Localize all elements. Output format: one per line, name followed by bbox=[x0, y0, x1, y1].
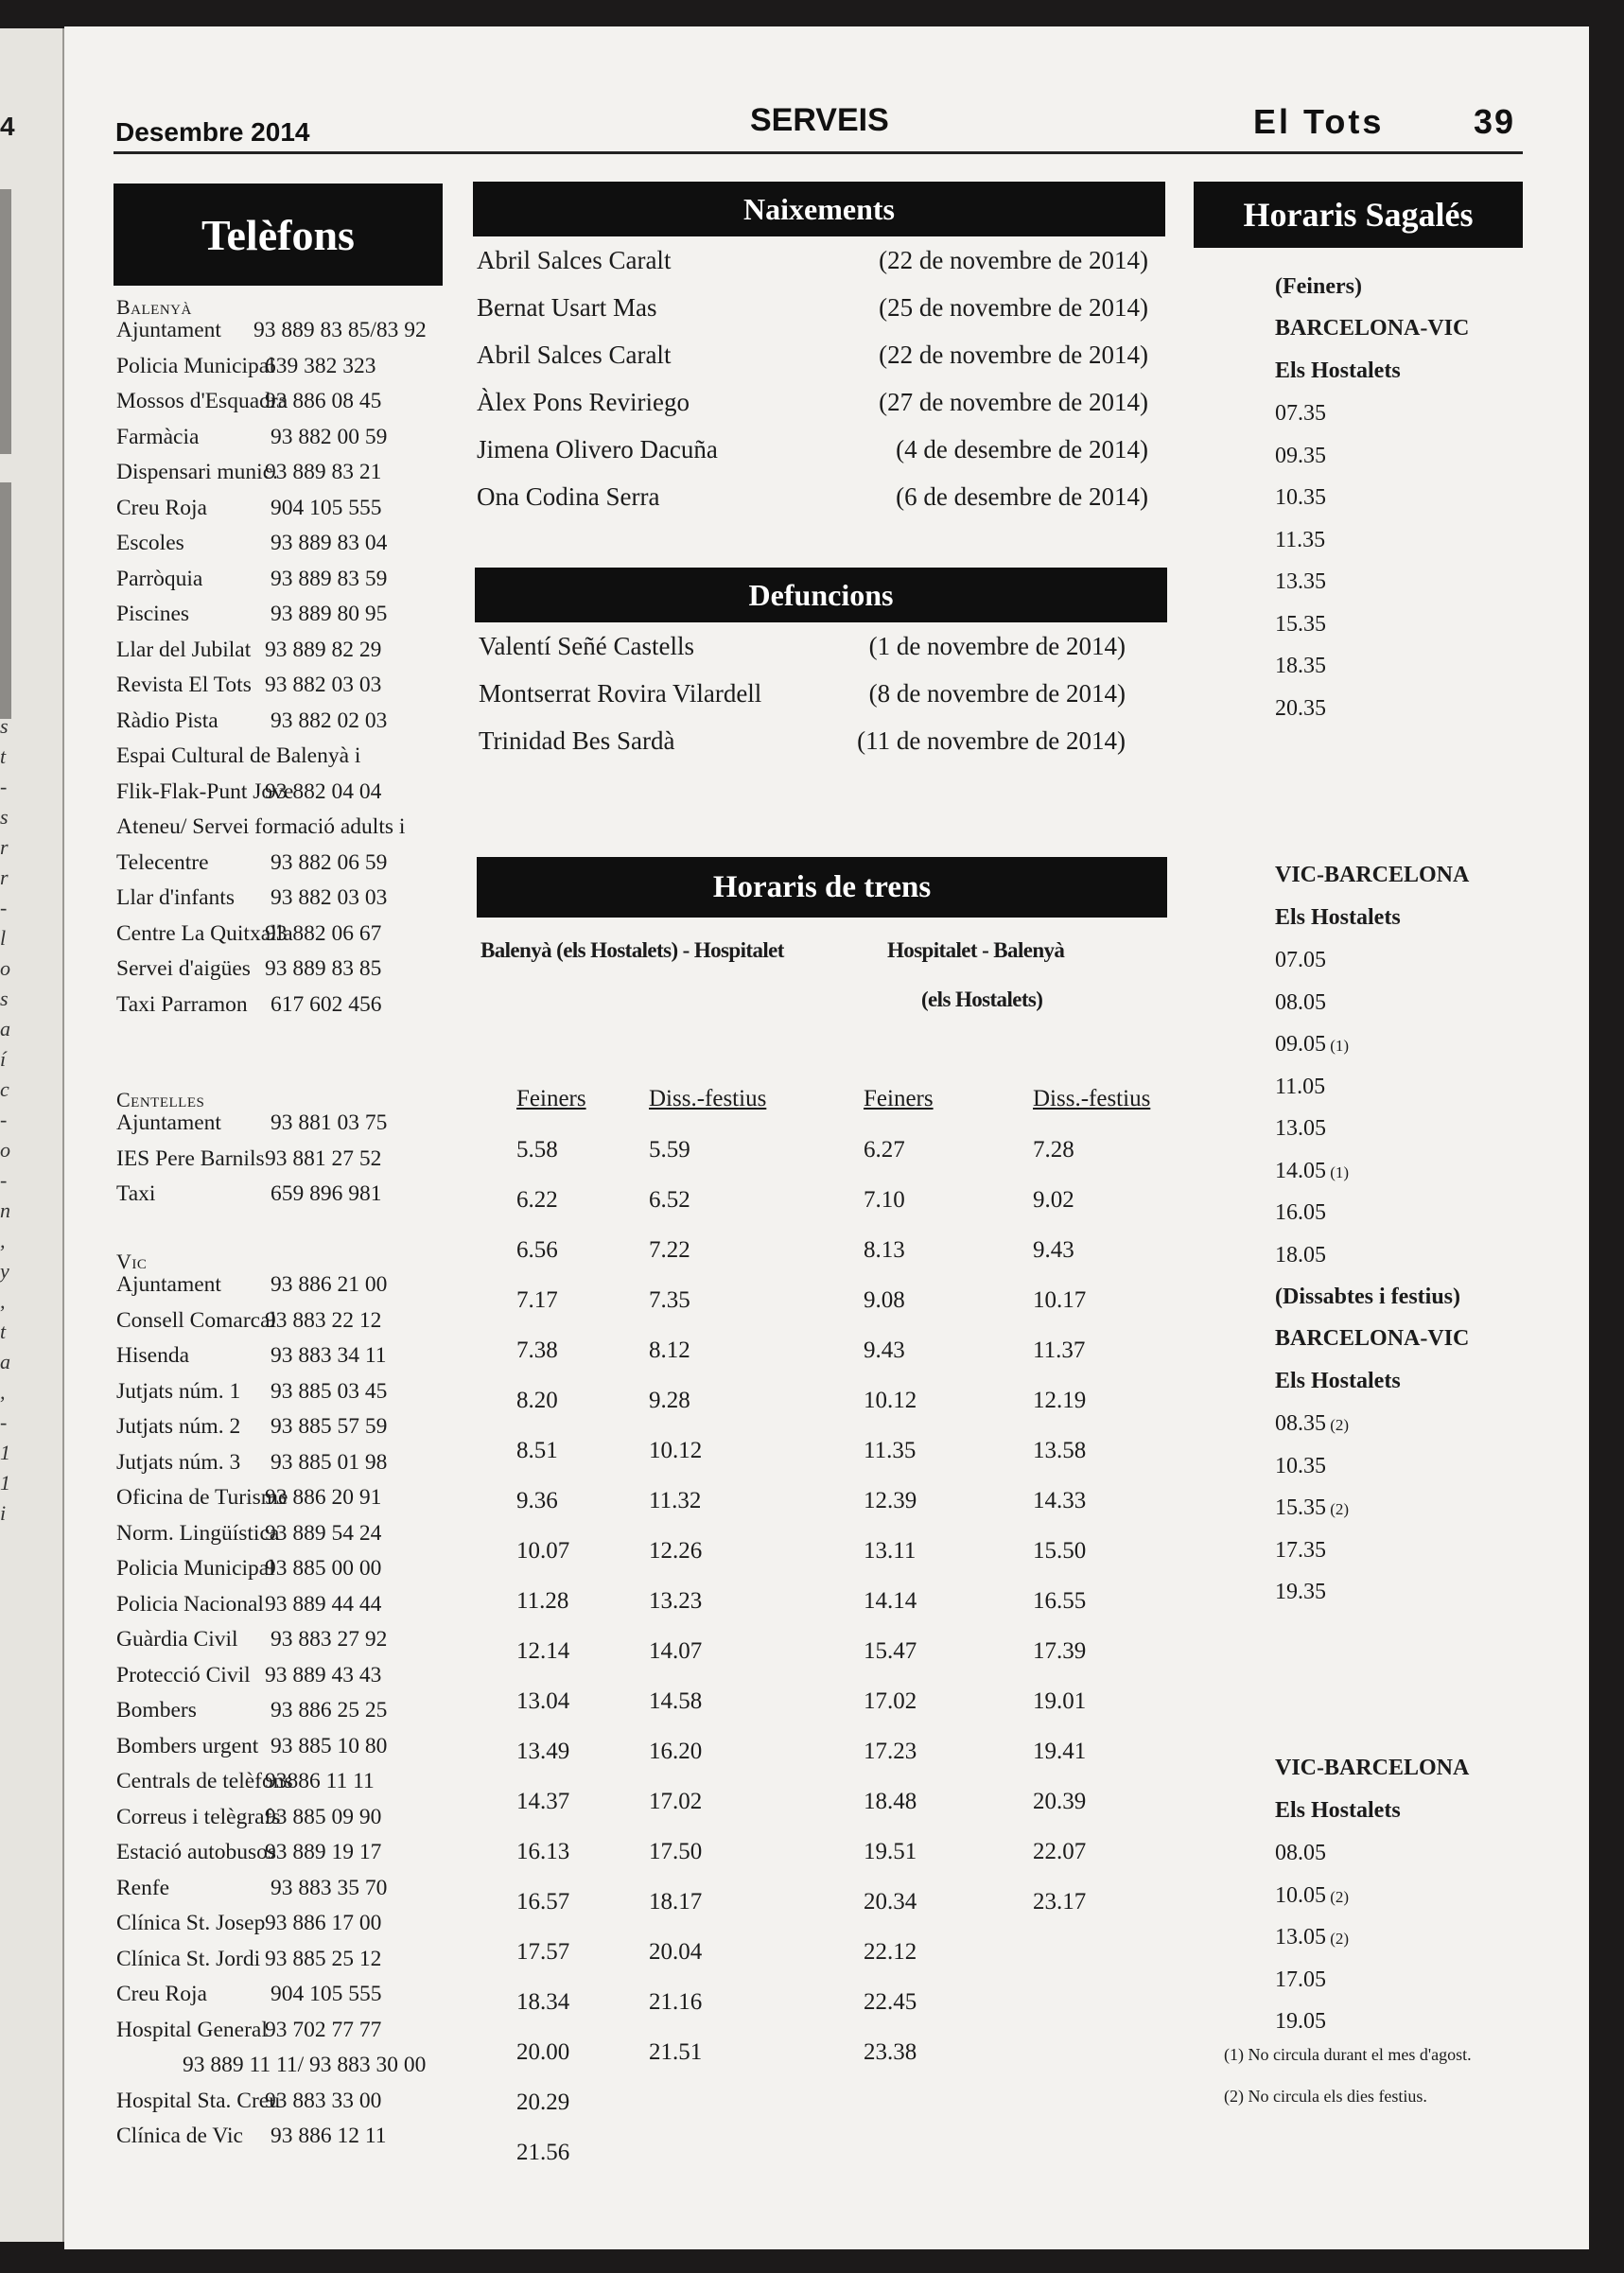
phone-number: 93 889 83 85/83 92 bbox=[253, 318, 427, 342]
phone-number: 617 602 456 bbox=[271, 991, 382, 1017]
sagales-route: VIC-BARCELONA bbox=[1275, 863, 1470, 887]
sagales-time: 08.05 bbox=[1275, 989, 1326, 1015]
route-hospitalet-balenya-sub: (els Hostalets) bbox=[921, 988, 1043, 1011]
departure-time: 17.57 bbox=[516, 1939, 570, 1965]
phone-label: Consell Comarcal bbox=[116, 1307, 277, 1333]
phone-label: Clínica de Vic bbox=[116, 2124, 243, 2148]
phone-number: 93 886 12 11 bbox=[271, 2124, 387, 2148]
phone-number: 93 881 03 75 bbox=[271, 1110, 388, 1135]
phone-label: Centrals de telèfons bbox=[116, 1769, 293, 1793]
magazine-name: El Tots bbox=[1253, 102, 1385, 141]
phone-label: Taxi Parramon bbox=[116, 991, 248, 1017]
previous-page-photo bbox=[0, 482, 11, 719]
sagales-time: 19.05 bbox=[1275, 2009, 1326, 2034]
departure-time: 18.17 bbox=[649, 1889, 703, 1915]
phone-label: Taxi bbox=[116, 1181, 156, 1206]
phone-number: 93 886 25 25 bbox=[271, 1698, 388, 1722]
phone-label: Llar del Jubilat bbox=[116, 637, 252, 662]
timetable-column-header: Feiners bbox=[864, 1086, 934, 1111]
sagales-stop: Els Hostalets bbox=[1275, 1369, 1401, 1393]
previous-page-letter: t bbox=[0, 1320, 7, 1343]
person-name: Bernat Usart Mas bbox=[477, 293, 657, 322]
event-date: (11 de novembre de 2014) bbox=[857, 726, 1126, 755]
defuncions-title: Defuncions bbox=[475, 568, 1167, 622]
phone-number: 93 882 06 67 bbox=[265, 920, 382, 946]
previous-page-letter: y bbox=[0, 1259, 9, 1283]
departure-time: 14.14 bbox=[864, 1588, 917, 1614]
departure-time: 7.35 bbox=[649, 1287, 690, 1313]
departure-time: 7.38 bbox=[516, 1338, 558, 1363]
sagales-time: 19.35 bbox=[1275, 1580, 1326, 1604]
person-name: Ona Codina Serra bbox=[477, 482, 660, 511]
phone-number: 93 885 00 00 bbox=[265, 1556, 382, 1581]
departure-time: 12.26 bbox=[649, 1538, 703, 1564]
issue-date: Desembre 2014 bbox=[115, 117, 310, 147]
previous-page-letter: í bbox=[0, 1047, 7, 1071]
departure-time: 17.02 bbox=[864, 1688, 917, 1714]
section-title: SERVEIS bbox=[750, 102, 889, 138]
phone-number: 93 885 01 98 bbox=[271, 1449, 388, 1475]
phone-label: Jutjats núm. 2 bbox=[116, 1414, 241, 1439]
previous-page-edge bbox=[0, 28, 64, 2242]
departure-time: 8.13 bbox=[864, 1237, 905, 1263]
naixements-title: Naixements bbox=[473, 182, 1165, 236]
sagales-time: 08.35 (2) bbox=[1275, 1411, 1350, 1436]
previous-page-letter: 1 bbox=[0, 1471, 10, 1495]
sagales-title: Horaris Sagalés bbox=[1194, 182, 1523, 248]
phone-number: 904 105 555 bbox=[271, 495, 382, 520]
phone-label: Espai Cultural de Balenyà i bbox=[116, 743, 361, 768]
sagales-route: BARCELONA-VIC bbox=[1275, 316, 1470, 341]
sagales-time: 07.05 bbox=[1275, 948, 1326, 972]
previous-page-letter: a bbox=[0, 1017, 10, 1040]
previous-page-letter: c bbox=[0, 1077, 9, 1101]
departure-time: 7.28 bbox=[1033, 1137, 1074, 1163]
departure-time: 11.32 bbox=[649, 1488, 702, 1513]
phone-number: 93 881 27 52 bbox=[265, 1145, 382, 1171]
previous-page-letter: s bbox=[0, 714, 9, 738]
phone-number: 904 105 555 bbox=[271, 1982, 382, 2006]
departure-time: 9.36 bbox=[516, 1488, 558, 1513]
phone-label: Estació autobusos bbox=[116, 1840, 277, 1864]
previous-page-letter: - bbox=[0, 775, 8, 798]
telefons-title: Telèfons bbox=[114, 184, 443, 286]
phone-group-heading: Centelles bbox=[116, 1088, 205, 1111]
sagales-time: 20.35 bbox=[1275, 695, 1326, 721]
event-date: (27 de novembre de 2014) bbox=[879, 388, 1148, 416]
phone-label: Ateneu/ Servei formació adults i bbox=[116, 814, 406, 839]
previous-page-letter: , bbox=[0, 1380, 6, 1404]
departure-time: 13.23 bbox=[649, 1588, 703, 1614]
previous-page-letter: t bbox=[0, 744, 7, 768]
departure-time: 9.08 bbox=[864, 1287, 905, 1313]
departure-time: 12.19 bbox=[1033, 1388, 1087, 1413]
phone-label: Bombers bbox=[116, 1698, 197, 1722]
sagales-note-marker: (1) bbox=[1326, 1037, 1350, 1055]
person-name: Jimena Olivero Dacuña bbox=[477, 435, 718, 463]
previous-page-letter: l bbox=[0, 926, 7, 950]
phone-number: 93 889 11 11/ 93 883 30 00 bbox=[183, 2053, 427, 2077]
departure-time: 6.56 bbox=[516, 1237, 558, 1263]
previous-page-letter: a bbox=[0, 1350, 10, 1373]
previous-page-letter: o bbox=[0, 956, 10, 980]
phone-group-heading: Vic bbox=[116, 1250, 148, 1273]
phone-label: Policia Municipal bbox=[116, 1556, 275, 1581]
phone-number: 93 885 03 45 bbox=[271, 1378, 388, 1404]
previous-page-letter: - bbox=[0, 896, 8, 919]
sagales-time: 13.05 (2) bbox=[1275, 1925, 1350, 1950]
phone-number: 93 885 25 12 bbox=[265, 1946, 382, 1971]
event-date: (22 de novembre de 2014) bbox=[879, 246, 1148, 274]
phone-number: 93 702 77 77 bbox=[265, 2017, 382, 2042]
phone-label: Flik-Flak-Punt Jove bbox=[116, 778, 294, 804]
phone-label: Creu Roja bbox=[116, 1982, 207, 2006]
event-date: (25 de novembre de 2014) bbox=[879, 293, 1148, 322]
previous-page-letter: - bbox=[0, 1168, 8, 1192]
phone-label: Farmàcia bbox=[116, 424, 200, 449]
phone-number: 93 885 09 90 bbox=[265, 1804, 382, 1829]
phone-label: Hospital Sta. Creu bbox=[116, 2088, 280, 2113]
timetable-column-header: Diss.-festius bbox=[1033, 1086, 1151, 1111]
previous-page-letter: r bbox=[0, 835, 9, 859]
sagales-time: 09.35 bbox=[1275, 443, 1326, 468]
departure-time: 9.43 bbox=[1033, 1237, 1074, 1263]
departure-time: 13.04 bbox=[516, 1688, 570, 1714]
person-name: Abril Salces Caralt bbox=[477, 246, 672, 274]
departure-time: 17.23 bbox=[864, 1739, 917, 1764]
phone-number: 93 886 20 91 bbox=[265, 1485, 382, 1510]
phone-number: 93 889 80 95 bbox=[271, 602, 388, 626]
departure-time: 16.57 bbox=[516, 1889, 570, 1915]
sagales-time: 08.05 bbox=[1275, 1841, 1326, 1865]
phone-number: 93 885 10 80 bbox=[271, 1733, 388, 1758]
departure-time: 14.07 bbox=[649, 1638, 703, 1664]
phone-label: Hisenda bbox=[116, 1343, 190, 1368]
departure-time: 12.14 bbox=[516, 1638, 570, 1664]
phone-label: Clínica St. Josep bbox=[116, 1911, 266, 1935]
phone-label: Ajuntament bbox=[116, 1272, 221, 1297]
sagales-footnote: (2) No circula els dies festius. bbox=[1224, 2087, 1427, 2106]
departure-time: 16.20 bbox=[649, 1739, 703, 1764]
departure-time: 13.58 bbox=[1033, 1438, 1087, 1463]
sagales-time: 10.35 bbox=[1275, 485, 1326, 510]
departure-time: 7.17 bbox=[516, 1287, 558, 1313]
phone-label: Hospital General bbox=[116, 2017, 268, 2042]
sagales-time: 18.35 bbox=[1275, 654, 1326, 678]
departure-time: 7.10 bbox=[864, 1187, 905, 1213]
sagales-stop: Els Hostalets bbox=[1275, 1798, 1401, 1823]
sagales-time: 13.05 bbox=[1275, 1116, 1326, 1141]
departure-time: 14.33 bbox=[1033, 1488, 1087, 1513]
phone-label: Parròquia bbox=[116, 566, 203, 591]
phone-label: Protecció Civil bbox=[116, 1662, 251, 1687]
phone-number: 93 882 00 59 bbox=[271, 424, 388, 449]
departure-time: 21.56 bbox=[516, 2140, 570, 2165]
phone-number: 93 889 43 43 bbox=[265, 1662, 382, 1687]
person-name: Montserrat Rovira Vilardell bbox=[479, 679, 762, 708]
sagales-route: BARCELONA-VIC bbox=[1275, 1326, 1470, 1351]
departure-time: 12.39 bbox=[864, 1488, 917, 1513]
phone-label: Servei d'aigües bbox=[116, 956, 251, 981]
sagales-note-marker: (2) bbox=[1326, 1930, 1350, 1948]
phone-number: 93 883 35 70 bbox=[271, 1875, 388, 1900]
departure-time: 8.51 bbox=[516, 1438, 558, 1463]
sagales-time: 10.35 bbox=[1275, 1453, 1326, 1478]
timetable-column-header: Diss.-festius bbox=[649, 1086, 767, 1111]
route-hospitalet-balenya: Hospitalet - Balenyà bbox=[887, 938, 1065, 962]
phone-number: 93 889 19 17 bbox=[265, 1840, 382, 1864]
departure-time: 19.41 bbox=[1033, 1739, 1087, 1764]
phone-label: Jutjats núm. 1 bbox=[116, 1378, 241, 1404]
sagales-time: 11.35 bbox=[1275, 527, 1326, 552]
sagales-time: 18.05 bbox=[1275, 1242, 1326, 1268]
departure-time: 6.27 bbox=[864, 1137, 905, 1163]
event-date: (6 de desembre de 2014) bbox=[896, 482, 1148, 511]
previous-page-letter: s bbox=[0, 987, 9, 1010]
sagales-time: 10.05 (2) bbox=[1275, 1882, 1350, 1908]
departure-time: 16.55 bbox=[1033, 1588, 1087, 1614]
departure-time: 17.50 bbox=[649, 1839, 703, 1864]
phone-group-heading: Balenyà bbox=[116, 295, 192, 319]
phone-number: 93 889 83 04 bbox=[271, 531, 388, 555]
previous-page-letter: s bbox=[0, 805, 9, 829]
previous-page-number: 4 bbox=[0, 112, 15, 141]
sagales-footnote: (1) No circula durant el mes d'agost. bbox=[1224, 2045, 1472, 2064]
phone-label: Oficina de Turisme bbox=[116, 1485, 288, 1510]
event-date: (1 de novembre de 2014) bbox=[868, 632, 1126, 660]
sagales-time: 17.05 bbox=[1275, 1967, 1326, 1992]
phone-label: Creu Roja bbox=[116, 495, 207, 520]
phone-number: 93 885 57 59 bbox=[271, 1414, 388, 1439]
departure-time: 9.28 bbox=[649, 1388, 690, 1413]
departure-time: 9.43 bbox=[864, 1338, 905, 1363]
departure-time: 14.37 bbox=[516, 1789, 570, 1814]
phone-number: 93886 11 11 bbox=[265, 1769, 375, 1793]
phone-label: Revista El Tots bbox=[116, 673, 252, 697]
phone-number: 93 886 08 45 bbox=[265, 389, 382, 413]
phone-number: 93 889 82 29 bbox=[265, 637, 382, 662]
departure-time: 13.11 bbox=[864, 1538, 917, 1564]
phone-number: 93 882 03 03 bbox=[271, 885, 388, 910]
departure-time: 8.12 bbox=[649, 1338, 690, 1363]
phone-label: Norm. Lingüística bbox=[116, 1520, 280, 1546]
phone-label: Guàrdia Civil bbox=[116, 1627, 238, 1652]
page-number: 39 bbox=[1474, 102, 1516, 141]
departure-time: 20.29 bbox=[516, 2089, 570, 2115]
departure-time: 20.39 bbox=[1033, 1789, 1087, 1814]
event-date: (8 de novembre de 2014) bbox=[868, 679, 1126, 708]
departure-time: 15.47 bbox=[864, 1638, 917, 1664]
departure-time: 6.52 bbox=[649, 1187, 690, 1213]
phone-label: Clínica St. Jordi bbox=[116, 1946, 261, 1971]
sagales-time: 11.05 bbox=[1275, 1074, 1326, 1099]
previous-page-letter: r bbox=[0, 865, 9, 889]
previous-page-letter: o bbox=[0, 1138, 10, 1162]
departure-time: 17.02 bbox=[649, 1789, 703, 1814]
phone-label: Ajuntament bbox=[116, 1110, 221, 1135]
person-name: Valentí Señé Castells bbox=[479, 632, 694, 660]
departure-time: 19.01 bbox=[1033, 1688, 1087, 1714]
sagales-time: 14.05 (1) bbox=[1275, 1158, 1350, 1183]
previous-page-letter: 1 bbox=[0, 1441, 10, 1464]
phone-number: 93 889 83 21 bbox=[265, 460, 382, 484]
sagales-time: 13.35 bbox=[1275, 569, 1326, 594]
departure-time: 20.34 bbox=[864, 1889, 917, 1915]
sagales-note-marker: (2) bbox=[1326, 1887, 1350, 1906]
previous-page-letter: n bbox=[0, 1198, 10, 1222]
phone-label: Jutjats núm. 3 bbox=[116, 1449, 241, 1475]
previous-page-photo bbox=[0, 189, 11, 454]
magazine-page bbox=[64, 26, 1589, 2249]
person-name: Trinidad Bes Sardà bbox=[479, 726, 675, 755]
previous-page-letter: i bbox=[0, 1501, 7, 1525]
departure-time: 21.51 bbox=[649, 2039, 703, 2065]
phone-label: Llar d'infants bbox=[116, 885, 235, 910]
phone-label: Renfe bbox=[116, 1875, 170, 1900]
departure-time: 6.22 bbox=[516, 1187, 558, 1213]
departure-time: 7.22 bbox=[649, 1237, 690, 1263]
phone-label: Correus i telègrafs bbox=[116, 1804, 281, 1829]
phone-number: 93 882 06 59 bbox=[271, 849, 388, 875]
sagales-note-marker: (1) bbox=[1326, 1163, 1350, 1181]
departure-time: 5.59 bbox=[649, 1137, 690, 1163]
phone-label: Mossos d'Esquadra bbox=[116, 389, 288, 413]
departure-time: 21.16 bbox=[649, 1989, 703, 2015]
departure-time: 17.39 bbox=[1033, 1638, 1087, 1664]
phone-number: 93 889 54 24 bbox=[265, 1520, 382, 1546]
phone-label: IES Pere Barnils bbox=[116, 1145, 265, 1171]
previous-page-letter: - bbox=[0, 1410, 8, 1434]
route-balenya-hospitalet: Balenyà (els Hostalets) - Hospitalet bbox=[480, 938, 784, 962]
departure-time: 20.00 bbox=[516, 2039, 570, 2065]
departure-time: 11.28 bbox=[516, 1588, 569, 1614]
departure-time: 10.12 bbox=[864, 1388, 917, 1413]
phone-number: 93 889 44 44 bbox=[265, 1591, 382, 1617]
phone-number: 93 882 03 03 bbox=[265, 673, 382, 697]
phone-number: 93 883 27 92 bbox=[271, 1627, 388, 1652]
header-rule bbox=[114, 151, 1523, 154]
departure-time: 22.12 bbox=[864, 1939, 917, 1965]
phone-label: Telecentre bbox=[116, 849, 209, 875]
departure-time: 16.13 bbox=[516, 1839, 570, 1864]
phone-number: 639 382 323 bbox=[265, 353, 376, 378]
sagales-time: 07.35 bbox=[1275, 401, 1326, 426]
phone-number: 93 883 34 11 bbox=[271, 1343, 387, 1368]
sagales-route: VIC-BARCELONA bbox=[1275, 1756, 1470, 1780]
phone-number: 93 882 02 03 bbox=[271, 708, 388, 733]
departure-time: 15.50 bbox=[1033, 1538, 1087, 1564]
phone-label: Ràdio Pista bbox=[116, 708, 218, 733]
phone-number: 659 896 981 bbox=[271, 1181, 382, 1206]
phone-label: Policia Municipal bbox=[116, 353, 275, 378]
trens-title: Horaris de trens bbox=[477, 857, 1167, 918]
event-date: (4 de desembre de 2014) bbox=[896, 435, 1148, 463]
person-name: Abril Salces Caralt bbox=[477, 341, 672, 369]
phone-label: Policia Nacional bbox=[116, 1591, 264, 1617]
departure-time: 14.58 bbox=[649, 1688, 703, 1714]
previous-page-letter: - bbox=[0, 1108, 8, 1131]
departure-time: 23.17 bbox=[1033, 1889, 1087, 1915]
sagales-time: 15.35 (2) bbox=[1275, 1495, 1350, 1520]
departure-time: 10.12 bbox=[649, 1438, 703, 1463]
phone-number: 93 883 22 12 bbox=[265, 1307, 382, 1333]
previous-page-letter: , bbox=[0, 1289, 6, 1313]
phone-label: Ajuntament bbox=[116, 318, 221, 342]
person-name: Àlex Pons Reviriego bbox=[477, 388, 690, 416]
departure-time: 10.07 bbox=[516, 1538, 570, 1564]
sagales-time: 17.35 bbox=[1275, 1537, 1326, 1563]
departure-time: 8.20 bbox=[516, 1388, 558, 1413]
previous-page-letter: , bbox=[0, 1229, 6, 1252]
departure-time: 10.17 bbox=[1033, 1287, 1087, 1313]
event-date: (22 de novembre de 2014) bbox=[879, 341, 1148, 369]
phone-label: Bombers urgent bbox=[116, 1733, 259, 1758]
phone-label: Dispensari munic. bbox=[116, 460, 278, 484]
sagales-note-marker: (2) bbox=[1326, 1500, 1350, 1518]
sagales-stop: Els Hostalets bbox=[1275, 358, 1401, 383]
timetable-column-header: Feiners bbox=[516, 1086, 586, 1111]
sagales-day-type: (Dissabtes i festius) bbox=[1275, 1285, 1460, 1309]
sagales-time: 09.05 (1) bbox=[1275, 1032, 1350, 1057]
phone-number: 93 882 04 04 bbox=[265, 778, 382, 804]
departure-time: 5.58 bbox=[516, 1137, 558, 1163]
phone-label: Centre La Quitxalla bbox=[116, 920, 293, 946]
departure-time: 18.34 bbox=[516, 1989, 570, 2015]
phone-number: 93 886 17 00 bbox=[265, 1911, 382, 1935]
departure-time: 11.35 bbox=[864, 1438, 917, 1463]
phone-label: Escoles bbox=[116, 531, 184, 555]
departure-time: 23.38 bbox=[864, 2039, 917, 2065]
sagales-time: 15.35 bbox=[1275, 611, 1326, 637]
departure-time: 13.49 bbox=[516, 1739, 570, 1764]
departure-time: 9.02 bbox=[1033, 1187, 1074, 1213]
sagales-stop: Els Hostalets bbox=[1275, 905, 1401, 930]
sagales-day-type: (Feiners) bbox=[1275, 274, 1362, 299]
phone-number: 93 886 21 00 bbox=[271, 1272, 388, 1297]
departure-time: 20.04 bbox=[649, 1939, 703, 1965]
sagales-time: 16.05 bbox=[1275, 1200, 1326, 1225]
phone-label: Piscines bbox=[116, 602, 190, 626]
sagales-note-marker: (2) bbox=[1326, 1416, 1350, 1434]
departure-time: 19.51 bbox=[864, 1839, 917, 1864]
departure-time: 22.07 bbox=[1033, 1839, 1087, 1864]
phone-number: 93 883 33 00 bbox=[265, 2088, 382, 2113]
departure-time: 18.48 bbox=[864, 1789, 917, 1814]
departure-time: 11.37 bbox=[1033, 1338, 1086, 1363]
phone-number: 93 889 83 59 bbox=[271, 566, 388, 591]
phone-number: 93 889 83 85 bbox=[265, 956, 382, 981]
departure-time: 22.45 bbox=[864, 1989, 917, 2015]
